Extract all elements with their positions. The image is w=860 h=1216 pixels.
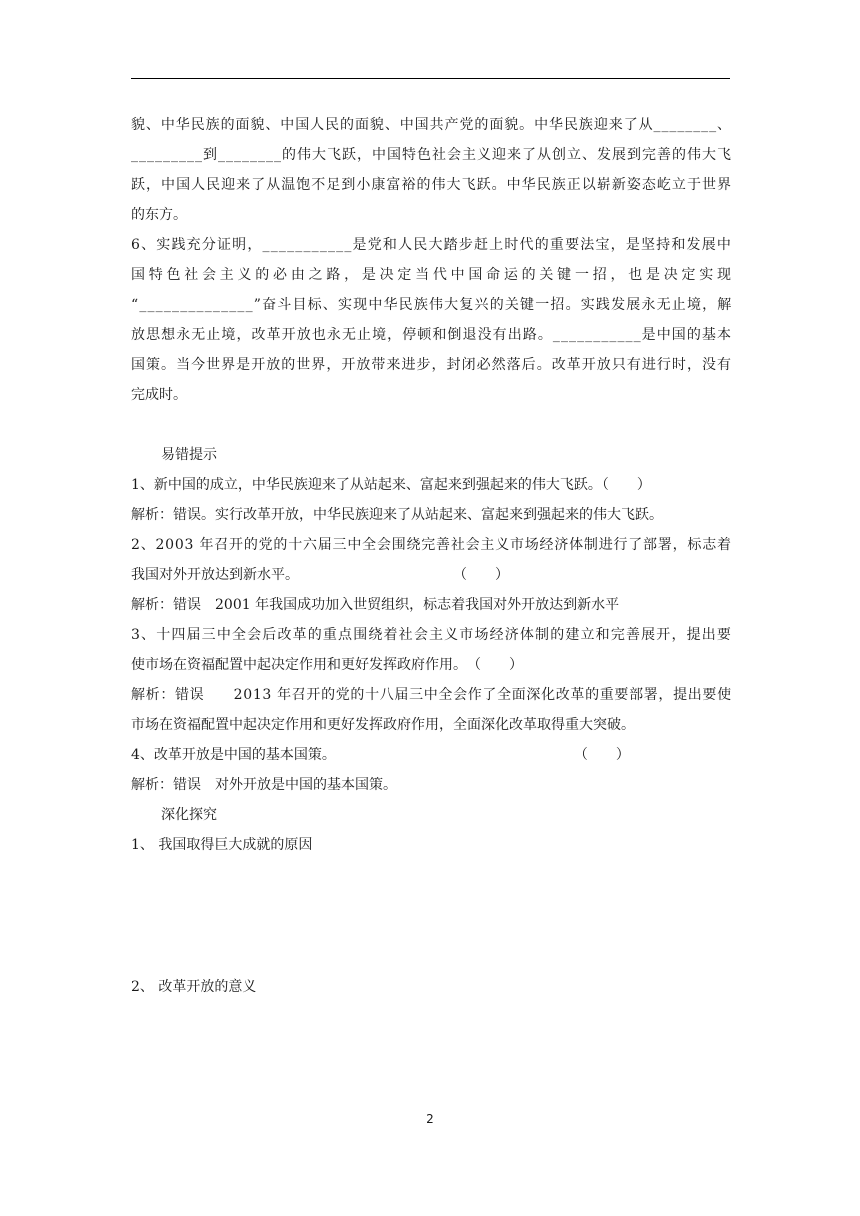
header-rule xyxy=(131,78,730,79)
answer-line: 解析：错误 2001 年我国成功加入世贸组织，标志着我国对外开放达到新水平 xyxy=(131,597,620,613)
text-line: 6、实践充分证明，___________是党和人民大踏步赶上时代的重要法宝，是坚持和发展中 xyxy=(131,237,733,253)
question-line: 我国对外开放达到新水平。 （ ） xyxy=(131,567,509,583)
text-line: 跃，中国人民迎来了从温饱不足到小康富裕的伟大飞跃。中华民族正以崭新姿态屹立于世界 xyxy=(131,177,733,193)
question-line: 2、2003 年召开的党的十六届三中全会围绕完善社会主义市场经济体制进行了部署，标志着 xyxy=(131,537,732,553)
text-line: 国策。当今世界是开放的世界，开放带来进步，封闭必然落后。改革开放只有进行时，没有 xyxy=(131,357,733,373)
answer-space xyxy=(131,860,731,972)
section-heading-mistakes: 易错提示 xyxy=(161,447,217,463)
blank-line xyxy=(131,410,731,440)
question-line: 3、十四届三中全会后改革的重点围绕着社会主义市场经济体制的建立和完善展开，提出要 xyxy=(131,627,733,643)
text-line: “______________”奋斗目标、实现中华民族伟大复兴的关键一招。实践发展永无止境，解 xyxy=(131,297,733,313)
text-line: 的东方。 xyxy=(131,207,187,223)
explore-item: 2、 改革开放的意义 xyxy=(131,979,257,995)
page-number: 2 xyxy=(426,1112,434,1126)
text-line: 国特色社会主义的必由之路，是决定当代中国命运的关键一招，也是决定实现 xyxy=(131,267,735,283)
text-line: 完成时。 xyxy=(131,387,187,403)
text-line: 貌、中华民族的面貌、中国人民的面貌、中国共产党的面貌。中华民族迎来了从________、 xyxy=(131,117,732,133)
text-line: 放思想永无止境，改革开放也永无止境，停顿和倒退没有出路。___________是中国的基本 xyxy=(131,327,733,343)
answer-line: 解析：错误 对外开放是中国的基本国策。 xyxy=(131,777,397,793)
explore-item: 1、 我国取得巨大成就的原因 xyxy=(131,837,313,853)
answer-line: 解析：错误 2013 年召开的党的十八届三中全会作了全面深化改革的重要部署，提出要使 xyxy=(131,687,732,703)
section-heading-explore: 深化探究 xyxy=(161,807,217,823)
question-line: 1、新中国的成立，中华民族迎来了从站起来、富起来到强起来的伟大飞跃。（ ） xyxy=(131,477,651,493)
question-line: 使市场在资福配置中起决定作用和更好发挥政府作用。 （ ） xyxy=(131,657,523,673)
body-text xyxy=(131,110,735,1002)
text-line: _________到________的伟大飞跃，中国特色社会主义迎来了从创立、发展到完善的伟大飞 xyxy=(131,147,732,163)
question-line: 4、改革开放是中国的基本国策。 （ ） xyxy=(131,747,630,763)
answer-line: 市场在资福配置中起决定作用和更好发挥政府作用，全面深化改革取得重大突破。 xyxy=(131,717,635,733)
answer-line: 解析：错误。实行改革开放，中华民族迎来了从站起来、富起来到强起来的伟大飞跃。 xyxy=(131,507,663,523)
